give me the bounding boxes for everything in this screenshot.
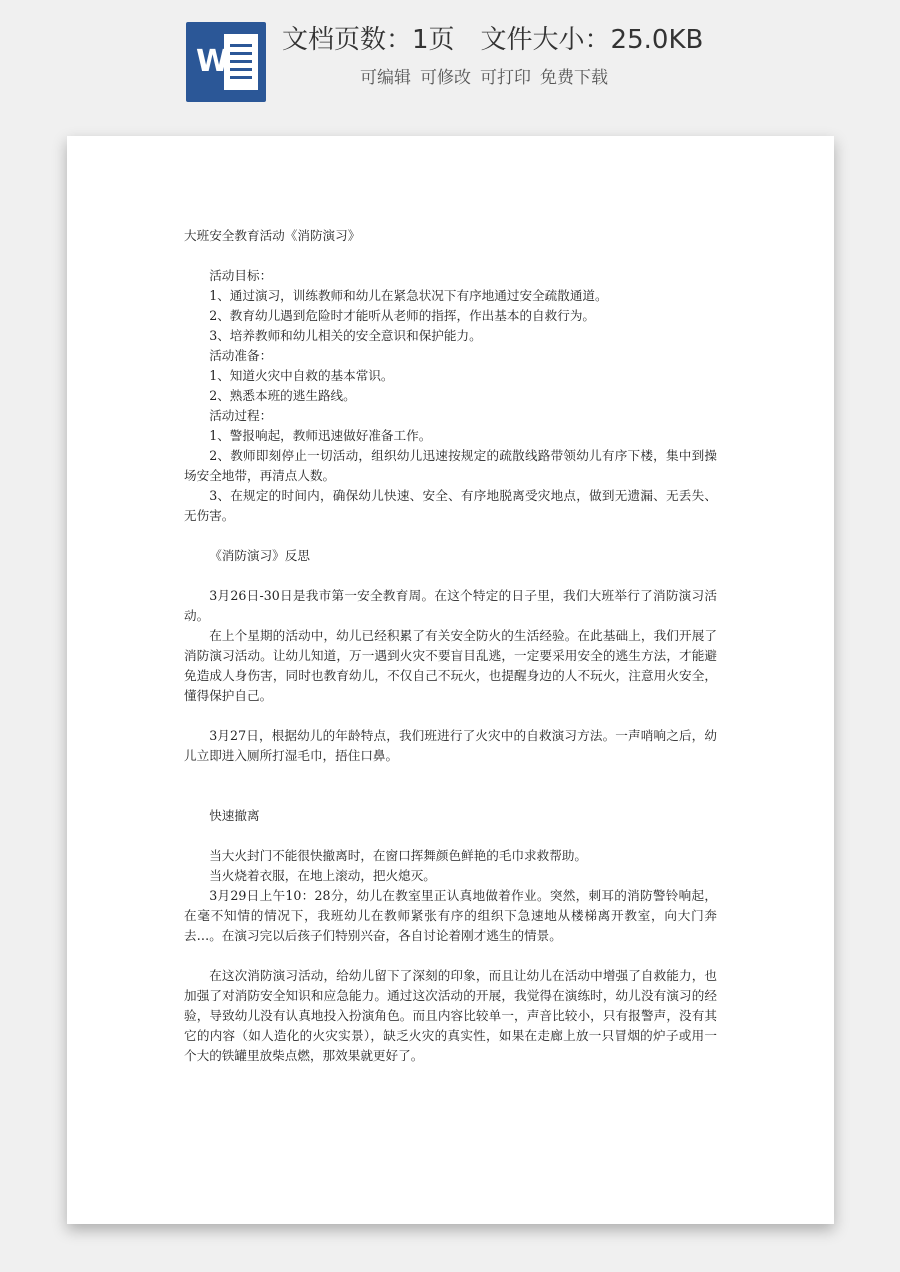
feature-list — [360, 64, 617, 92]
paragraph: 当大火封门不能很快撤离时，在窗口挥舞颜色鲜艳的毛巾求救帮助。 — [209, 848, 587, 863]
paragraph: 3月27日，根据幼儿的年龄特点，我们班进行了火灾中的自救演习方法。一声哨响之后，幼儿立即进入厕所打湿毛巾，捂住口鼻。 — [184, 728, 717, 763]
prep-item: 2、熟悉本班的逃生路线。 — [209, 388, 356, 403]
goal-item: 1、通过演习，训练教师和幼儿在紧急状况下有序地通过安全疏散通道。 — [209, 288, 608, 303]
feature-modifiable: 可修改 — [420, 68, 471, 88]
paragraph: 3月29日上午10：28分，幼儿在教室里正认真地做着作业。突然，刺耳的消防警铃响起，在毫不知情的情况下，我班幼儿在教师紧张有序的组织下急速地从楼梯离开教室，向大门奔去…。在演习完以后孩子们特别兴奋，各自讨论着刚才逃生的情景。 — [184, 888, 717, 943]
word-letter-icon: W — [196, 44, 230, 79]
paragraph: 在上个星期的活动中，幼儿已经积累了有关安全防火的生活经验。在此基础上，我们开展了消防演习活动。让幼儿知道，万一遇到火灾不要盲目乱逃，一定要采用安全的逃生方法，才能避免造成人身伤害，同时也教育幼儿，不仅自己不玩火，也提醒身边的人不玩火，注意用火安全，懂得保护自己。 — [184, 628, 717, 703]
document-page — [67, 136, 834, 1224]
goal-item: 2、教育幼儿遇到危险时才能听从老师的指挥，作出基本的自救行为。 — [209, 308, 596, 323]
paragraph: 当火烧着衣服，在地上滚动，把火熄灭。 — [209, 868, 436, 883]
goal-item: 3、培养教师和幼儿相关的安全意识和保护能力。 — [209, 328, 482, 343]
process-heading: 活动过程： — [209, 408, 273, 423]
evacuation-title: 快速撤离 — [209, 808, 260, 823]
file-meta — [282, 20, 729, 60]
process-item: 1、警报响起，教师迅速做好准备工作。 — [209, 428, 432, 443]
download-banner — [0, 0, 900, 130]
paragraph: 在这次消防演习活动，给幼儿留下了深刻的印象，而且让幼儿在活动中增强了自救能力，也加强了对消防安全知识和应急能力。通过这次活动的开展，我觉得在演练时，幼儿没有演习的经验，导致幼儿没有认真地投入扮演角色。而且内容比较单一，声音比较小，只有报警声，没有其它的内容（如人造化的火灾实景），缺乏火灾的真实性，如果在走廊上放一只冒烟的炉子或用一个大的铁罐里放柴点燃，那效果就更好了。 — [184, 968, 717, 1063]
prep-heading: 活动准备： — [209, 348, 273, 363]
page-count: 文档页数：1页 — [282, 25, 455, 55]
feature-editable: 可编辑 — [360, 68, 411, 88]
paragraph: 3月26日-30日是我市第一安全教育周。在这个特定的日子里，我们大班举行了消防演习活动。 — [184, 588, 717, 623]
feature-free-download: 免费下载 — [540, 68, 608, 88]
word-document-icon — [186, 22, 266, 102]
document-body — [184, 226, 717, 1066]
process-item: 2、教师即刻停止一切活动，组织幼儿迅速按规定的疏散线路带领幼儿有序下楼，集中到操场安全地带，再清点人数。 — [184, 448, 717, 483]
document-title: 大班安全教育活动《消防演习》 — [184, 228, 361, 243]
reflection-title: 《消防演习》反思 — [209, 548, 310, 563]
prep-item: 1、知道火灾中自救的基本常识。 — [209, 368, 394, 383]
file-size: 文件大小：25.0KB — [480, 25, 704, 55]
goal-heading: 活动目标： — [209, 268, 273, 283]
feature-printable: 可打印 — [480, 68, 531, 88]
process-item: 3、在规定的时间内，确保幼儿快速、安全、有序地脱离受灾地点，做到无遗漏、无丢失、无伤害。 — [184, 488, 717, 523]
document-sheet-icon — [224, 34, 258, 90]
